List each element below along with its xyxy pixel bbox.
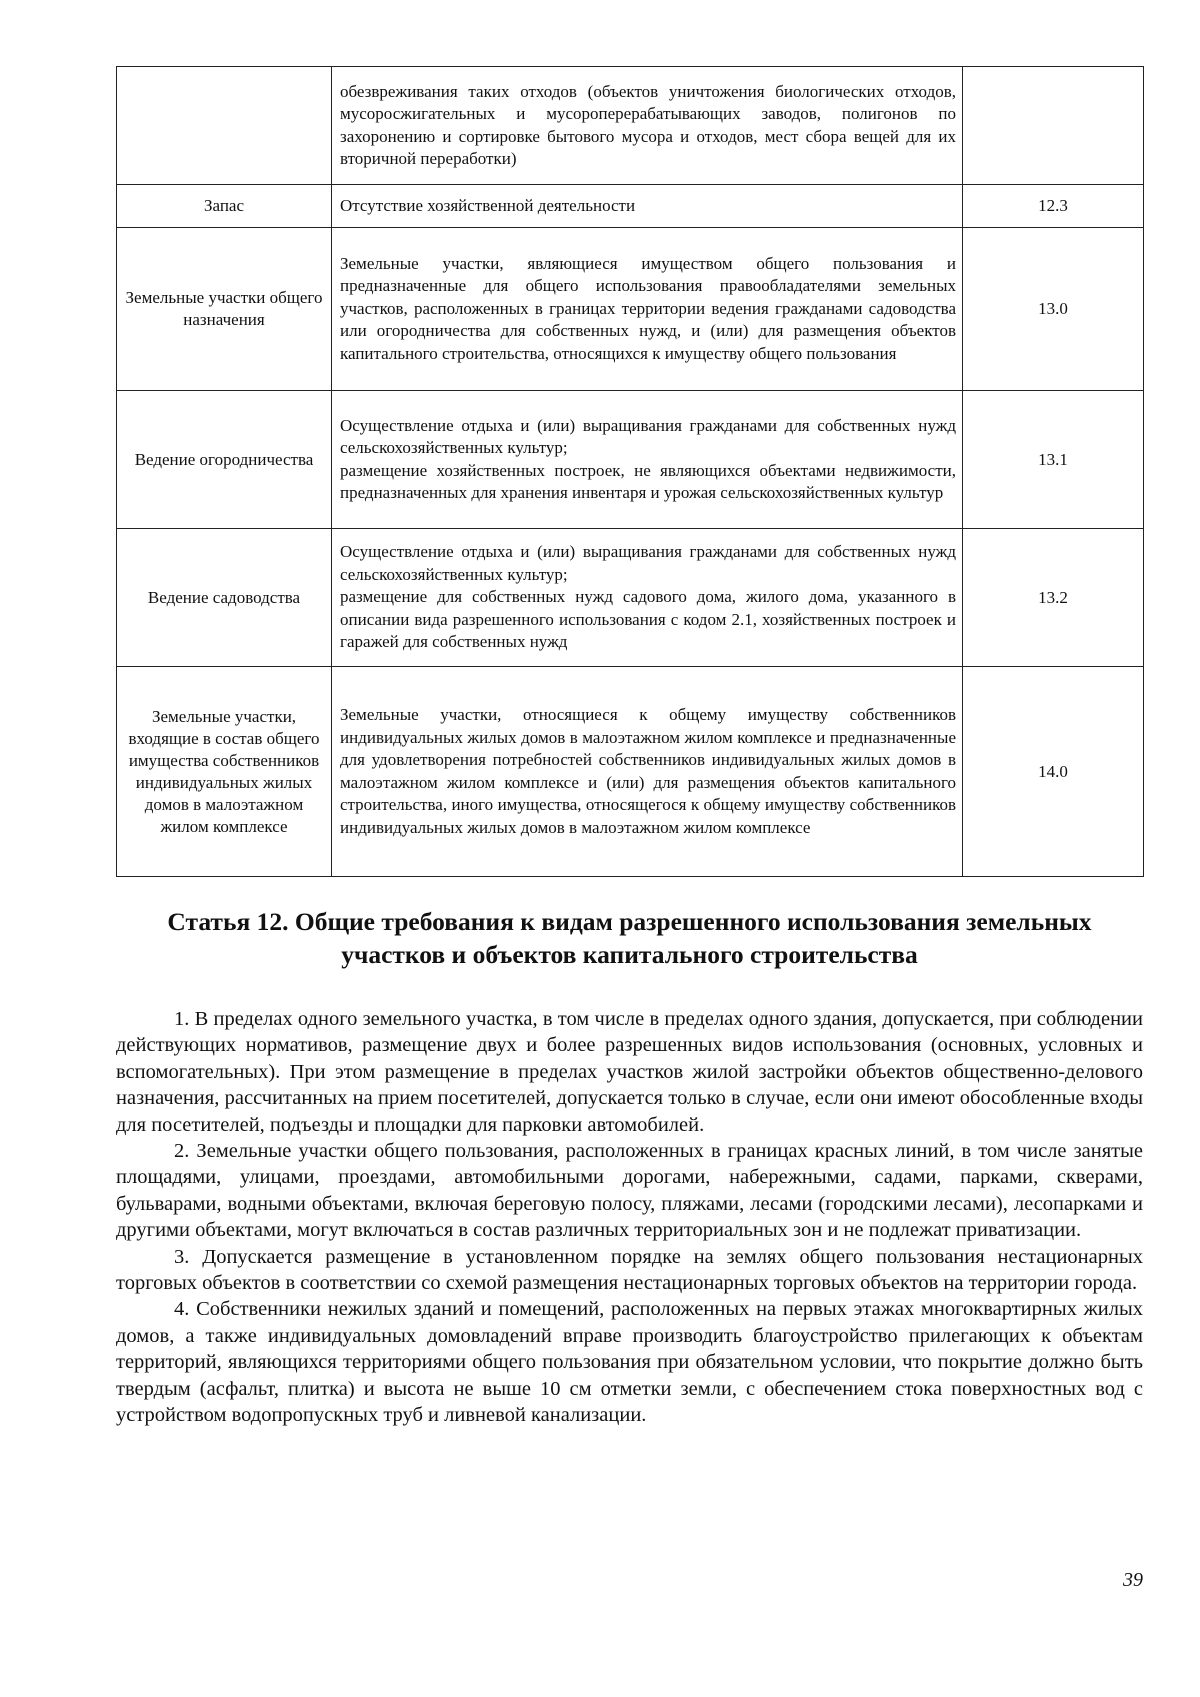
paragraph: 4. Собственники нежилых зданий и помещений, расположенных на первых этажах многоквартирных жилых домов, а также индивидуальных домовладений вправе производить благоустройство прилегающих к объектам территорий, являющихся территориями общего пользования при обязательном условии, что покрытие должно быть твердым (асфальт, плитка) и высота не выше 10 см отметки земли, с обеспечением стока поверхностных вод с устройством водопропускных труб и ливневой канализации. <box>116 1298 1143 1427</box>
use-type-description: Отсутствие хозяйственной деятельности <box>332 185 963 228</box>
table-row <box>117 391 1144 529</box>
article-title: Статья 12. Общие требования к видам разрешенного использования земельных участков и объектов капитального строительства <box>167 907 1092 969</box>
table-row <box>117 185 1144 228</box>
table-row <box>117 529 1144 667</box>
use-type-description: Земельные участки, являющиеся имуществом общего пользования и предназначенные для общего использования правообладателями земельных участков, расположенных в границах территории ведения гражданами садоводства или огородничества для собственных нужд, и (или) для размещения объектов капитального строительства, относящихся к имуществу общего пользования <box>332 228 963 391</box>
paragraph: 1. В пределах одного земельного участка, в том числе в пределах одного здания, допускается, при соблюдении действующих нормативов, размещение двух и более разрешенных видов использования (основных, условных и вспомогательных). При этом размещение в пределах участков жилой застройки объектов общественно-делового назначения, рассчитанных на прием посетителей, допускается только в случае, если они имеют обособленные входы для посетителей, подъезды и площадки для парковки автомобилей. <box>116 1008 1143 1136</box>
use-type-description: обезвреживания таких отходов (объектов уничтожения биологических отходов, мусоросжигательных и мусороперерабатывающих заводов, полигонов по захоронению и сортировке бытового мусора и отходов, мест сбора вещей для их вторичной переработки) <box>332 67 963 185</box>
use-type-name: Земельные участки, входящие в состав общего имущества собственников индивидуальных жилых домов в малоэтажном жилом комплексе <box>117 667 332 877</box>
use-type-description: Земельные участки, относящиеся к общему имуществу собственников индивидуальных жилых домов в малоэтажном жилом комплексе и предназначенные для удовлетворения потребностей собственников индивидуальных жилых домов в малоэтажном жилом комплексе и (или) для размещения объектов капитального строительства, иного имущества, относящегося к общему имуществу собственников индивидуальных жилых домов в малоэтажном жилом комплексе <box>332 667 963 877</box>
use-type-description <box>332 529 963 667</box>
page-number: 39 <box>1123 1569 1143 1591</box>
use-type-name: Ведение огородничества <box>117 391 332 529</box>
table-row <box>117 667 1144 877</box>
use-type-name: Запас <box>117 185 332 228</box>
table-row <box>117 228 1144 391</box>
paragraph: 3. Допускается размещение в установленном порядке на землях общего пользования нестационарных торговых объектов в соответствии со схемой размещения нестационарных торговых объектов на территории города. <box>116 1245 1143 1295</box>
article-body <box>116 1006 1143 1429</box>
use-type-code: 14.0 <box>963 667 1144 877</box>
use-type-description <box>332 391 963 529</box>
use-type-name: Ведение садоводства <box>117 529 332 667</box>
use-type-code: 13.2 <box>963 529 1144 667</box>
use-type-name <box>117 67 332 185</box>
use-type-name: Земельные участки общего назначения <box>117 228 332 391</box>
land-use-table <box>116 66 1144 877</box>
description-line: размещение для собственных нужд садового дома, жилого дома, указанного в описании вида разрешенного использования с кодом 2.1, хозяйственных построек и гаражей для собственных нужд <box>340 587 956 652</box>
description-line: Осуществление отдыха и (или) выращивания гражданами для собственных нужд сельскохозяйственных культур; <box>340 415 956 457</box>
use-type-code: 12.3 <box>963 185 1144 228</box>
paragraph: 2. Земельные участки общего пользования, расположенных в границах красных линий, в том числе занятые площадями, улицами, проездами, автомобильными дорогами, набережными, садами, парками, скверами, бульварами, водными объектами, включая береговую полосу, пляжами, лесами (городскими лесами), лесопарками и другими объектами, могут включаться в состав различных территориальных зон и не подлежат приватизации. <box>116 1140 1143 1242</box>
use-type-code: 13.0 <box>963 228 1144 391</box>
use-type-code: 13.1 <box>963 391 1144 529</box>
description-line: размещение хозяйственных построек, не являющихся объектами недвижимости, предназначенных для хранения инвентаря и урожая сельскохозяйственных культур <box>340 460 956 502</box>
use-type-code <box>963 67 1144 185</box>
table-row <box>117 67 1144 185</box>
description-line: Осуществление отдыха и (или) выращивания гражданами для собственных нужд сельскохозяйственных культур; <box>340 542 956 584</box>
